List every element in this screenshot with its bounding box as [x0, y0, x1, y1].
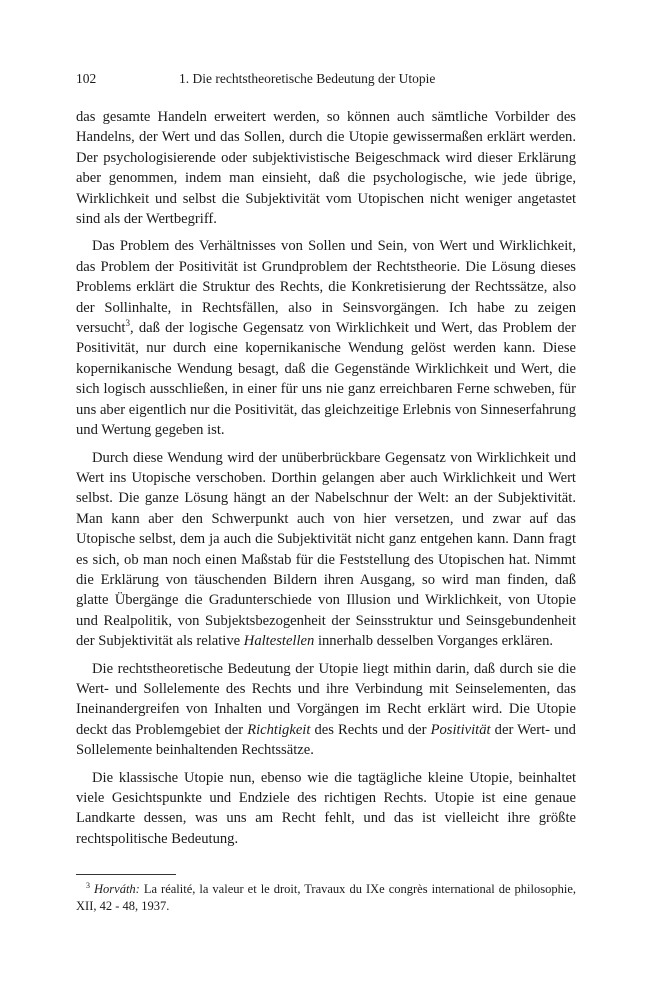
footnote-marker: 3	[86, 880, 90, 890]
footnote-reference: 3	[125, 318, 130, 329]
paragraph: Durch diese Wendung wird der unüberbrückbare Gegensatz von Wirklichkeit und Wert ins Utopische verschoben. Dorthin gelangen aber auch Wirklichkeit und Wert selbst. Die ganze Lösung hängt an der Nabelschnur der Welt: an der Subjektivität. Man kann aber den Schwerpunkt auch von hier versetzen, und zwar auf das Utopische selbst, dem ja auch die Subjektivität nicht ganz entgehen kann. Dann fragt es sich, ob man noch einen Maßstab für die Feststellung des Utopischen hat. Nimmt die Erklärung von täuschenden Bildern ihren Ausgang, so wird man finden, daß glatte Übergänge die Gradunterschiede von Illusion und Wirklichkeit, von Utopie und Realpolitik, von Subjektsbezogenheit der Seinsstruktur und Seinsgebundenheit der Subjektivität als relative Haltestellen innerhalb desselben Vorganges erklären.	[76, 449, 576, 650]
paragraph: Die klassische Utopie nun, ebenso wie die tagtägliche kleine Utopie, beinhaltet viele Gesichtspunkte und Endziele des richtigen Rechts. Utopie ist eine genaue Landkarte dessen, was uns am Recht fehlt, und das ist vielleicht ihre größte rechtspolitische Bedeutung.	[76, 769, 576, 847]
body-text	[76, 107, 576, 856]
paragraph: das gesamte Handeln erweitert werden, so können auch sämtliche Vorbilder des Handelns, der Wert und das Sollen, durch die Utopie gewissermaßen erklärt werden. Der psychologisierende oder subjektivistische Beigeschmack wird dieser Erklärung aber genommen, indem man einsieht, daß die psychologische, wie jede übrige, Wirklichkeit und selbst die Subjektivität vom Utopischen nicht weniger angetastet sind als der Wertbegriff.	[76, 109, 576, 228]
footnote-author: Horváth:	[94, 882, 140, 896]
footnote-text: La réalité, la valeur et le droit, Travaux du IXe congrès international de philosophie, XII, 42 - 48, 1937.	[76, 882, 577, 913]
footnote-divider	[76, 874, 176, 875]
running-title: 1. Die rechtstheoretische Bedeutung der Utopie	[179, 71, 436, 86]
paragraph: Die rechtstheoretische Bedeutung der Utopie liegt mithin darin, daß durch sie die Wert- und Sollelemente des Rechts und ihre Verbindung mit Seinselementen, das Ineinandergreifen von Inhalten und Vorgängen im Recht erklärt wird. Die Utopie deckt das Problemgebiet der Richtigkeit des Rechts und der Positivität der Wert- und Sollelemente beinhaltenden Rechtssätze.	[76, 660, 576, 759]
paragraph: Das Problem des Verhältnisses von Sollen und Sein, von Wert und Wirklichkeit, das Problem der Positivität ist Grundproblem der Rechtstheorie. Die Lösung dieses Problems erklärt die Struktur des Rechts, die Konkretisierung der Rechtssätze, also der Sollinhalte, in Rechtsfällen, also in Seinsvorgängen. Ich habe zu zeigen versucht$^3$, daß der logische Gegensatz von Wirklichkeit und Wert, das Problem der Positivität, nur durch eine kopernikanische Wendung gelöst werden kann. Diese kopernikanische Wendung besagt, daß die Gegenstände Wirklichkeit und Wert, die sich logisch ausschließen, in einer für uns nie ganz erreichbaren Ferne schweben, für uns aber eigentlich nur die Positivität, das gleichzeitige Erlebnis von Sinneserfahrung und Wertung gegeben ist.	[76, 238, 576, 439]
emphasis: Richtigkeit	[247, 721, 311, 738]
emphasis: Positivität	[430, 721, 491, 738]
footnote	[76, 881, 576, 915]
emphasis: Haltestellen	[243, 633, 315, 650]
page-number: 102	[76, 71, 97, 86]
